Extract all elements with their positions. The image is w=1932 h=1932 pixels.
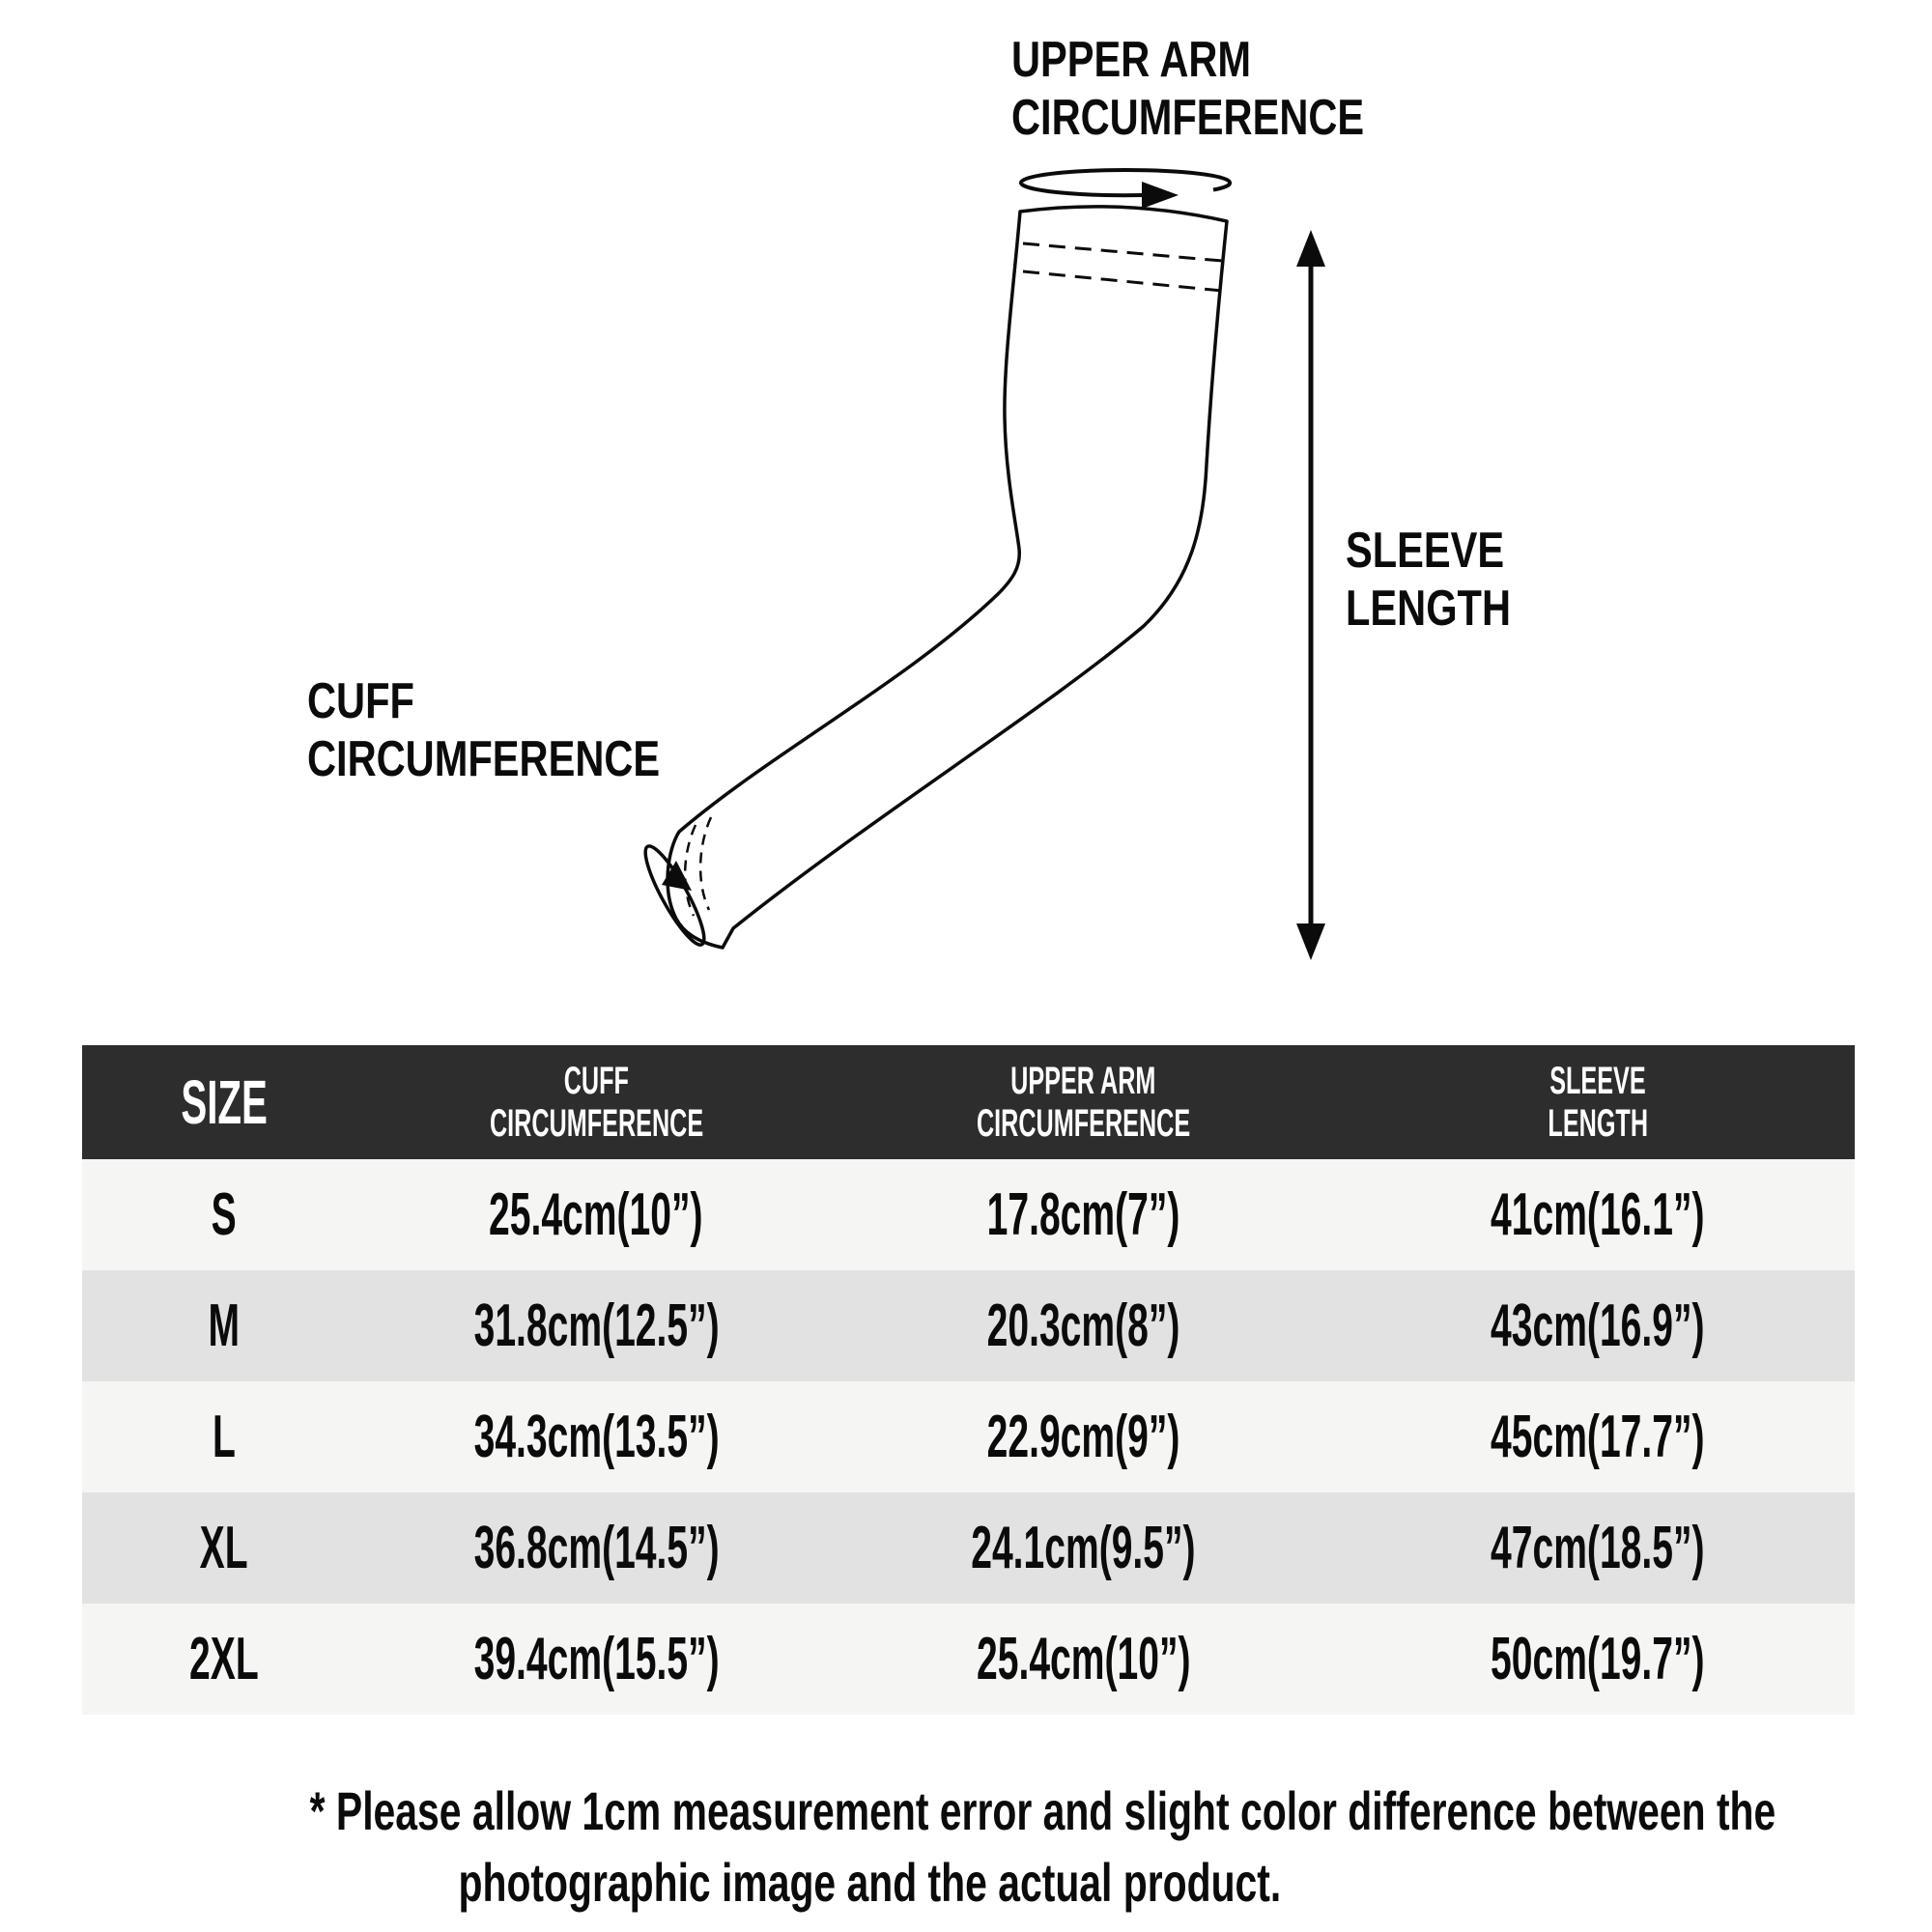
header-sleeve-length: SLEEVE LENGTH (1548, 1060, 1648, 1145)
table-row-2xl (82, 1604, 1855, 1715)
size-value: M (208, 1292, 241, 1359)
header-upper-arm-circumference: UPPER ARM CIRCUMFERENCE (977, 1060, 1191, 1145)
sleeve-length-label: SLEEVE LENGTH (1346, 523, 1512, 637)
size-value: 2XL (188, 1625, 259, 1692)
size-value: S (211, 1180, 237, 1248)
header-cuff-circumference: CUFF CIRCUMFERENCE (489, 1060, 703, 1145)
size-value: XL (199, 1514, 248, 1581)
size-table (82, 1045, 1855, 1715)
sleeve-value: 50cm(19.7”) (1491, 1625, 1705, 1692)
size-value: L (212, 1403, 236, 1470)
upper-arm-circumference-arrow (1021, 170, 1230, 209)
sleeve-value: 47cm(18.5”) (1491, 1514, 1705, 1581)
upper-arm-circumference-label: UPPER ARM CIRCUMFERENCE (1011, 32, 1365, 146)
cuff-value: 25.4cm(10”) (489, 1180, 703, 1248)
upper-arm-value: 25.4cm(10”) (977, 1625, 1191, 1692)
cuff-value: 39.4cm(15.5”) (473, 1625, 720, 1692)
measurement-disclaimer: * Please allow 1cm measurement error and slight color difference between the photographic image and the actual product. (309, 1780, 1776, 1913)
header-size: SIZE (180, 1067, 268, 1137)
table-row-s (82, 1159, 1855, 1270)
cuff-circumference-label: CUFF CIRCUMFERENCE (307, 673, 661, 787)
cuff-value: 34.3cm(13.5”) (473, 1403, 720, 1470)
table-row-xl (82, 1492, 1855, 1604)
size-table-header-row (82, 1045, 1855, 1159)
sleeve-value: 43cm(16.9”) (1491, 1292, 1705, 1359)
upper-arm-value: 17.8cm(7”) (986, 1180, 1180, 1248)
cuff-value: 31.8cm(12.5”) (473, 1292, 720, 1359)
upper-arm-value: 20.3cm(8”) (986, 1292, 1180, 1359)
upper-arm-value: 24.1cm(9.5”) (971, 1514, 1196, 1581)
table-row-l (82, 1381, 1855, 1492)
table-row-m (82, 1270, 1855, 1381)
upper-arm-value: 22.9cm(9”) (986, 1403, 1180, 1470)
sleeve-outline (668, 207, 1227, 948)
sleeve-value: 41cm(16.1”) (1491, 1180, 1705, 1248)
sleeve-value: 45cm(17.7”) (1491, 1403, 1705, 1470)
cuff-value: 36.8cm(14.5”) (473, 1514, 720, 1581)
sleeve-length-arrow (1296, 230, 1325, 960)
